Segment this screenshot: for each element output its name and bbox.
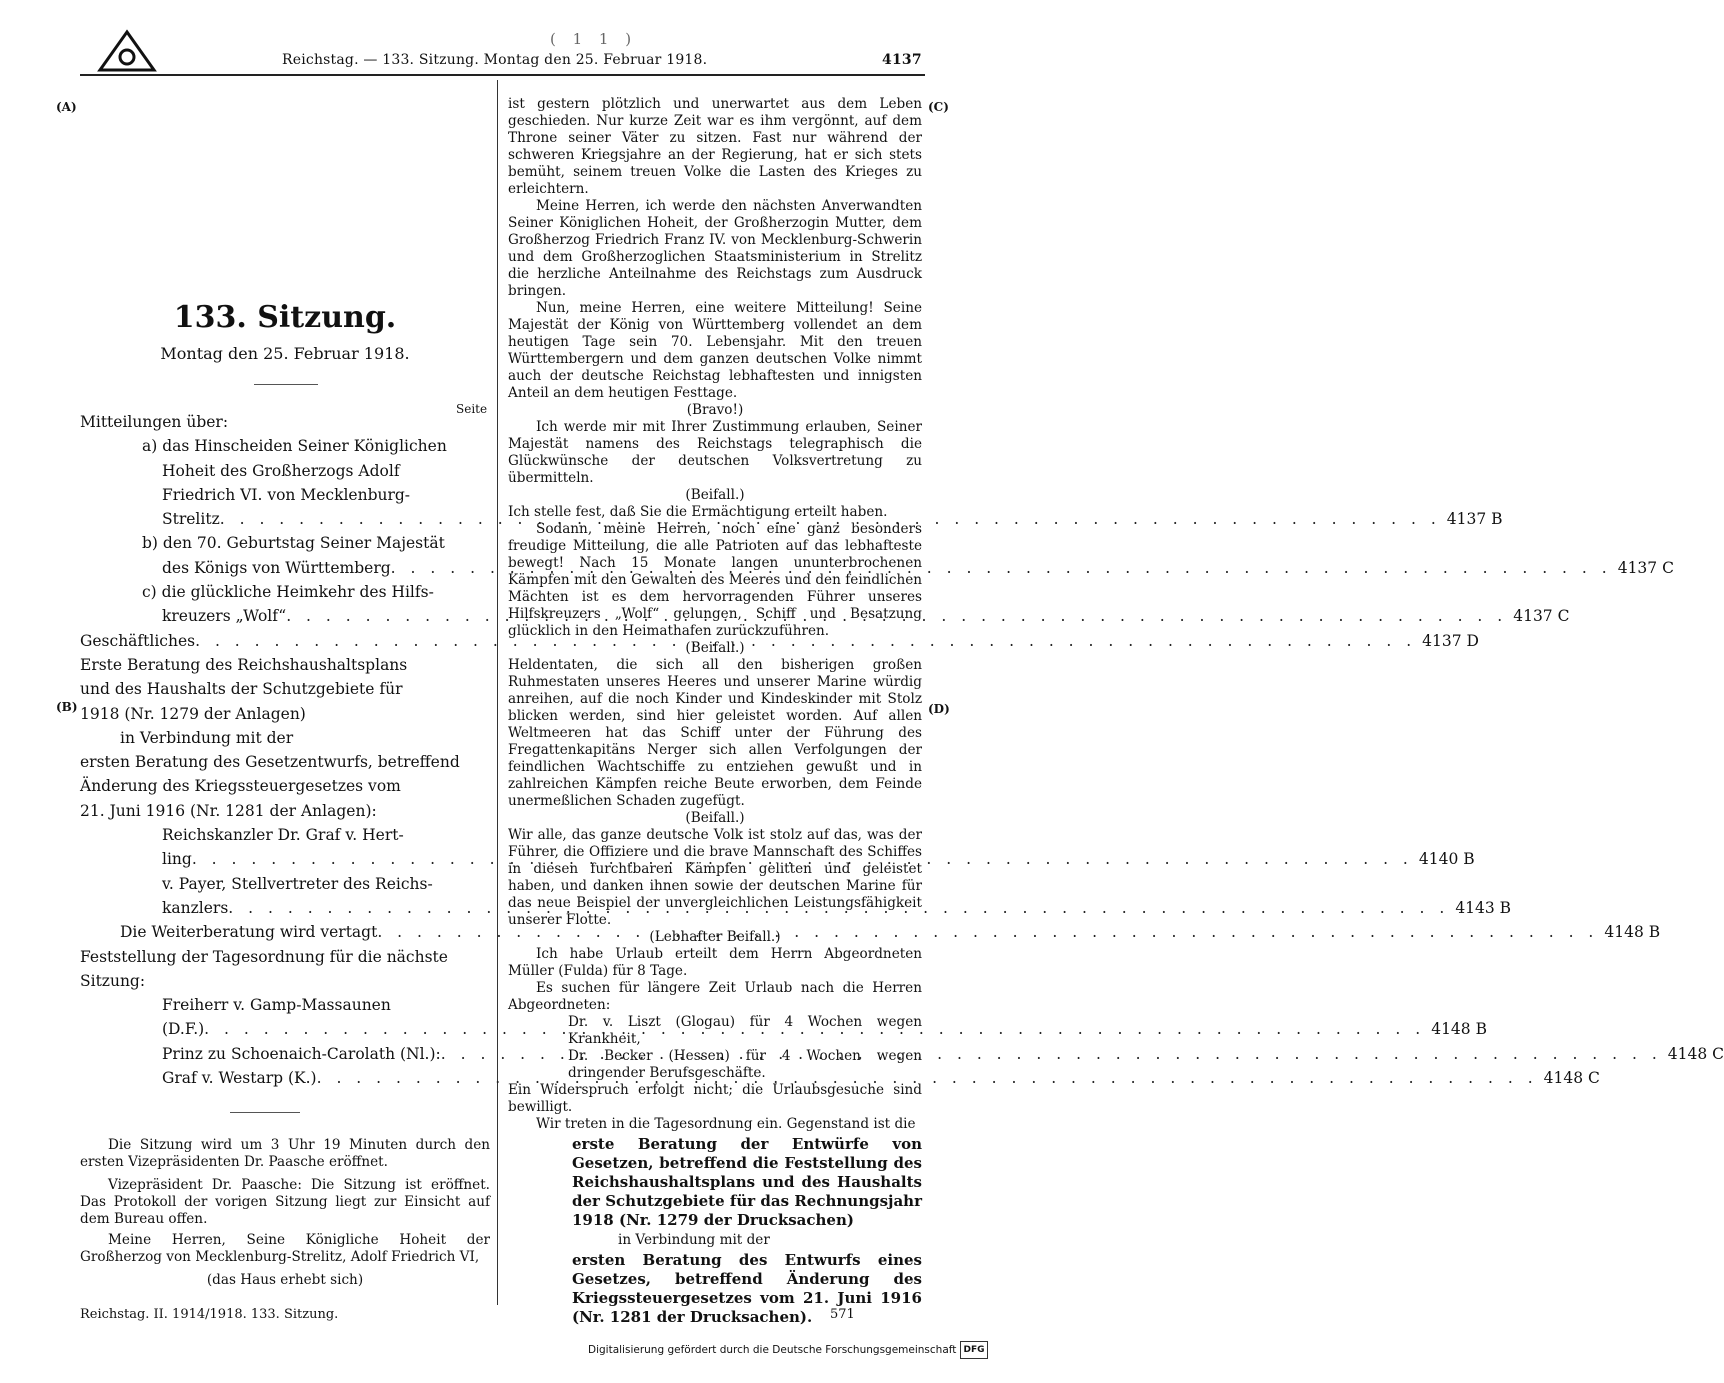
toc-end-rule	[230, 1112, 300, 1113]
toc-entry	[80, 993, 490, 1017]
toc-page-ref: 4137 B	[1446, 510, 1503, 529]
title-rule	[254, 384, 318, 385]
toc-entry	[80, 847, 1475, 871]
toc-entry	[80, 872, 490, 896]
toc-entry	[80, 969, 490, 993]
toc-entry-text: ersten Beratung des Gesetzentwurfs, betreffend	[80, 753, 460, 772]
toc-entry	[80, 726, 490, 750]
toc-entry-text: (D.F.)	[162, 1020, 205, 1039]
toc-entry-text: Feststellung der Tagesordnung für die nächste	[80, 947, 448, 966]
toc-entry-text: Mitteilungen über:	[80, 413, 229, 431]
toc-entry-text: kanzlers	[162, 898, 229, 917]
triangle-circle-logo	[96, 30, 158, 74]
toc-entry-text: Strelitz	[162, 510, 220, 529]
toc-entry	[80, 1066, 1600, 1090]
toc-page-ref: 4148 B	[1431, 1020, 1487, 1039]
speech-paragraph: Ein Widerspruch erfolgt nicht; die Urlaubsgesuche sind bewilligt.	[508, 1082, 922, 1115]
toc-page-ref: 4143 B	[1455, 898, 1512, 917]
toc-entry	[80, 483, 490, 507]
header-rule	[80, 74, 925, 76]
toc-entry-text: b) den 70. Geburtstag Seiner Majestät	[142, 534, 445, 553]
margin-label-d: (D)	[928, 702, 950, 716]
credit-text: Digitalisierung gefördert durch die Deutsche Forschungsgemeinschaft	[588, 1344, 957, 1356]
toc-entry-text: Die Weiterberatung wird vertagt	[120, 923, 378, 942]
toc-entry	[80, 580, 490, 604]
toc-entry	[80, 434, 490, 458]
opening-paragraph: Die Sitzung wird um 3 Uhr 19 Minuten durch den ersten Vizepräsidenten Dr. Paasche eröffnet.	[80, 1137, 490, 1170]
toc-entry-text: Reichskanzler Dr. Graf v. Hert-	[162, 826, 404, 845]
toc-entry-text: kreuzers „Wolf“	[162, 607, 287, 626]
toc-page-ref: 4140 B	[1418, 850, 1475, 869]
vizepraesident-paragraph: Vizepräsident Dr. Paasche: Die Sitzung ist eröffnet. Das Protokoll der vorigen Sitzung liegt zur Einsicht auf dem Bureau offen.	[80, 1177, 490, 1227]
toc-entry-text: Hoheit des Großherzogs Adolf	[162, 461, 400, 480]
speech-paragraph: Ich werde mir mit Ihrer Zustimmung erlauben, Seiner Majestät namens des Reichstags telegraphisch die Glückwünsche der deutschen Volksvertretung zu übermitteln.	[508, 419, 922, 486]
toc-entry	[80, 653, 490, 677]
toc-entry-text: Erste Beratung des Reichshaushaltsplans	[80, 655, 408, 674]
toc-entry	[80, 702, 490, 726]
speech-paragraph: Dr. Becker (Hessen) für 4 Wochen wegen dringender Berufsgeschäfte.	[568, 1048, 922, 1081]
toc-page-ref: 4148 C	[1543, 1069, 1600, 1088]
interjection: (Beifall.)	[685, 640, 745, 656]
toc-entry	[80, 774, 490, 798]
toc-entry-text: ling	[162, 850, 192, 869]
toc-entry-text: c) die glückliche Heimkehr des Hilfs-	[142, 583, 434, 602]
speech-paragraph: Sodann, meine Herren, noch eine ganz besonders freudige Mitteilung, die alle Patrioten auf das lebhafteste bewegt! Nach 15 Monate langen ununterbrochenen Kämpfen mit den Gewalten des Meeres und den feindlichen Mächten ist es dem hervorragenden Führer unseres Hilfskreuzers „Wolf“ gelungen, Schiff und Besatzung glücklich in den Heimathafen zurückzuführen.	[508, 521, 922, 639]
interjection: (Lebhafter Beifall.)	[649, 929, 781, 945]
speech-paragraph: Es suchen für längere Zeit Urlaub nach die Herren Abgeordneten:	[508, 980, 922, 1013]
toc-entry	[80, 531, 490, 555]
toc-entry-text: Friedrich VI. von Mecklenburg-	[162, 485, 411, 504]
toc-page-ref: 4137 C	[1513, 607, 1570, 626]
toc-entry-text: in Verbindung mit der	[120, 728, 294, 747]
stage-direction: (das Haus erhebt sich)	[206, 1272, 364, 1288]
agenda-item: erste Beratung der Entwürfe von Gesetzen, betreffend die Feststellung des Reichshaushaltsplans und des Haushalts der Schutzgebiete für das Rechnungsjahr 1918 (Nr. 1279 der Drucksachen)	[572, 1135, 922, 1229]
toc-entry-text: Geschäftliches	[80, 631, 196, 650]
toc-entry	[80, 677, 490, 701]
left-body	[80, 1137, 490, 1289]
seite-label: Seite	[456, 402, 488, 416]
agenda-item: in Verbindung mit der	[618, 1232, 770, 1248]
speech-paragraph: Ich stelle fest, daß Sie die Ermächtigung erteilt haben.	[508, 504, 888, 520]
toc-entry-text: 21. Juni 1916 (Nr. 1281 der Anlagen):	[80, 801, 377, 820]
speech-paragraph: Heldentaten, die sich all den bisherigen großen Ruhmestaten unseres Heeres und unserer Marine würdig anreihen, auf die noch Kinder und Kindeskinder mit Stolz blicken werden, sind hier geleistet worden. Auf allen Weltmeeren hat das Schiff unter der Führung des Fregattenkapitäns Nerger sich allen Verfolgungen der feindlichen Wachtschiffe zu entziehen gewußt und in zahlreichen Kämpfen reiche Beute erworben, dem Feinde unermeßlichen Schaden zugefügt.	[508, 657, 922, 809]
agenda-item: ersten Beratung des Entwurfs eines Gesetzes, betreffend Änderung des Kriegssteuergesetzes vom 21. Juni 1916 (Nr. 1281 der Drucksachen).	[572, 1251, 922, 1326]
announcement-paragraph: Meine Herren, Seine Königliche Hoheit der Großherzog von Mecklenburg-Strelitz, Adolf Friedrich VI,	[80, 1232, 490, 1265]
speech-paragraph: Wir treten in die Tagesordnung ein. Gegenstand ist die	[536, 1116, 916, 1132]
toc-entry-text: Prinz zu Schoenaich-Carolath (Nl.):	[162, 1044, 441, 1063]
toc-entry-text: Graf v. Westarp (K.)	[162, 1069, 317, 1088]
toc-page-ref: 4148 C	[1667, 1044, 1724, 1063]
margin-label-a: (A)	[56, 100, 77, 114]
margin-label-c: (C)	[928, 100, 949, 114]
page-number: 4137	[882, 52, 922, 68]
margin-label-b: (B)	[56, 700, 78, 714]
toc-entry	[80, 556, 1674, 580]
toc-entry	[80, 459, 490, 483]
toc-entry-text: Änderung des Kriegssteuergesetzes vom	[80, 777, 401, 796]
sheet-number: 571	[830, 1307, 855, 1322]
right-body	[508, 96, 922, 1327]
toc-entry	[80, 604, 1570, 628]
speech-paragraph: Wir alle, das ganze deutsche Volk ist stolz auf das, was der Führer, die Offiziere und die brave Mannschaft des Schiffes in diesen furchtbaren Kämpfen gelitten und geleistet haben, und danken ihnen sowie der deutschen Marine für das neue Beispiel der unvergleichlichen Leistungsfähigkeit unserer Flotte.	[508, 827, 922, 928]
interjection: (Beifall.)	[685, 487, 745, 503]
toc-entry	[80, 750, 490, 774]
left-footer: Reichstag. II. 1914/1918. 133. Sitzung.	[80, 1307, 339, 1322]
session-date: Montag den 25. Februar 1918.	[160, 344, 410, 363]
toc-page-ref: 4137 C	[1617, 558, 1674, 577]
toc-entry-text: 1918 (Nr. 1279 der Anlagen)	[80, 704, 306, 723]
toc-entry-text: a) das Hinscheiden Seiner Königlichen	[142, 437, 447, 456]
running-title: Reichstag. — 133. Sitzung. Montag den 25. Februar 1918.	[282, 52, 708, 68]
toc-leader-dots	[317, 1066, 1538, 1090]
speech-paragraph: ist gestern plötzlich und unerwartet aus dem Leben geschieden. Nur kurze Zeit war es ihm vergönnt, auf dem Throne seiner Väter zu sitzen. Fast nur während der schweren Kriegsjahre an der Regierung, hat er sich stets bemüht, seinem treuen Volke die Lasten des Krieges zu erleichtern.	[508, 96, 922, 197]
toc-page-ref: 4148 B	[1604, 923, 1661, 942]
dfg-logo	[960, 1341, 988, 1359]
speech-paragraph: Dr. v. Liszt (Glogau) für 4 Wochen wegen Krankheit,	[568, 1014, 922, 1047]
speech-paragraph: Ich habe Urlaub erteilt dem Herrn Abgeordneten Müller (Fulda) für 8 Tage.	[508, 946, 922, 979]
toc-entry-text: v. Payer, Stellvertreter des Reichs-	[162, 874, 433, 893]
toc-entry	[80, 823, 490, 847]
toc-entry-text: des Königs von Württemberg	[162, 558, 391, 577]
toc-entry	[80, 410, 490, 434]
session-title: 133. Sitzung.	[173, 300, 397, 335]
toc-entry	[80, 799, 490, 823]
speech-paragraph: Nun, meine Herren, eine weitere Mitteilung! Seine Majestät der König von Württemberg vollendet an dem heutigen Tage sein 70. Lebensjahr. Mit den treuen Württembergern und dem ganzen deutschen Volke nimmt auch der deutsche Reichstag lebhaftesten und innigsten Anteil an dem heutigen Festtage.	[508, 300, 922, 401]
dfg-logo-text: DFG	[963, 1345, 985, 1355]
stamp: ( 1 1 )	[550, 30, 638, 48]
toc-entry-text: und des Haushalts der Schutzgebiete für	[80, 680, 403, 699]
toc-entry-text: Sitzung:	[80, 971, 146, 990]
toc-entry-text: Freiherr v. Gamp-Massaunen	[162, 996, 391, 1015]
toc-entry	[80, 945, 490, 969]
speech-paragraph: Meine Herren, ich werde den nächsten Anverwandten Seiner Königlichen Hoheit, der Großherzogin Mutter, dem Großherzog Friedrich Franz IV. von Mecklenburg-Schwerin und dem Großherzoglichen Staatsministerium in Strelitz die herzliche Anteilnahme des Reichstags zum Ausdruck bringen.	[508, 198, 922, 299]
interjection: (Beifall.)	[685, 810, 745, 826]
toc-page-ref: 4137 D	[1422, 631, 1479, 650]
toc-entry	[80, 896, 1512, 920]
interjection: (Bravo!)	[686, 402, 744, 418]
column-divider	[497, 80, 498, 1305]
